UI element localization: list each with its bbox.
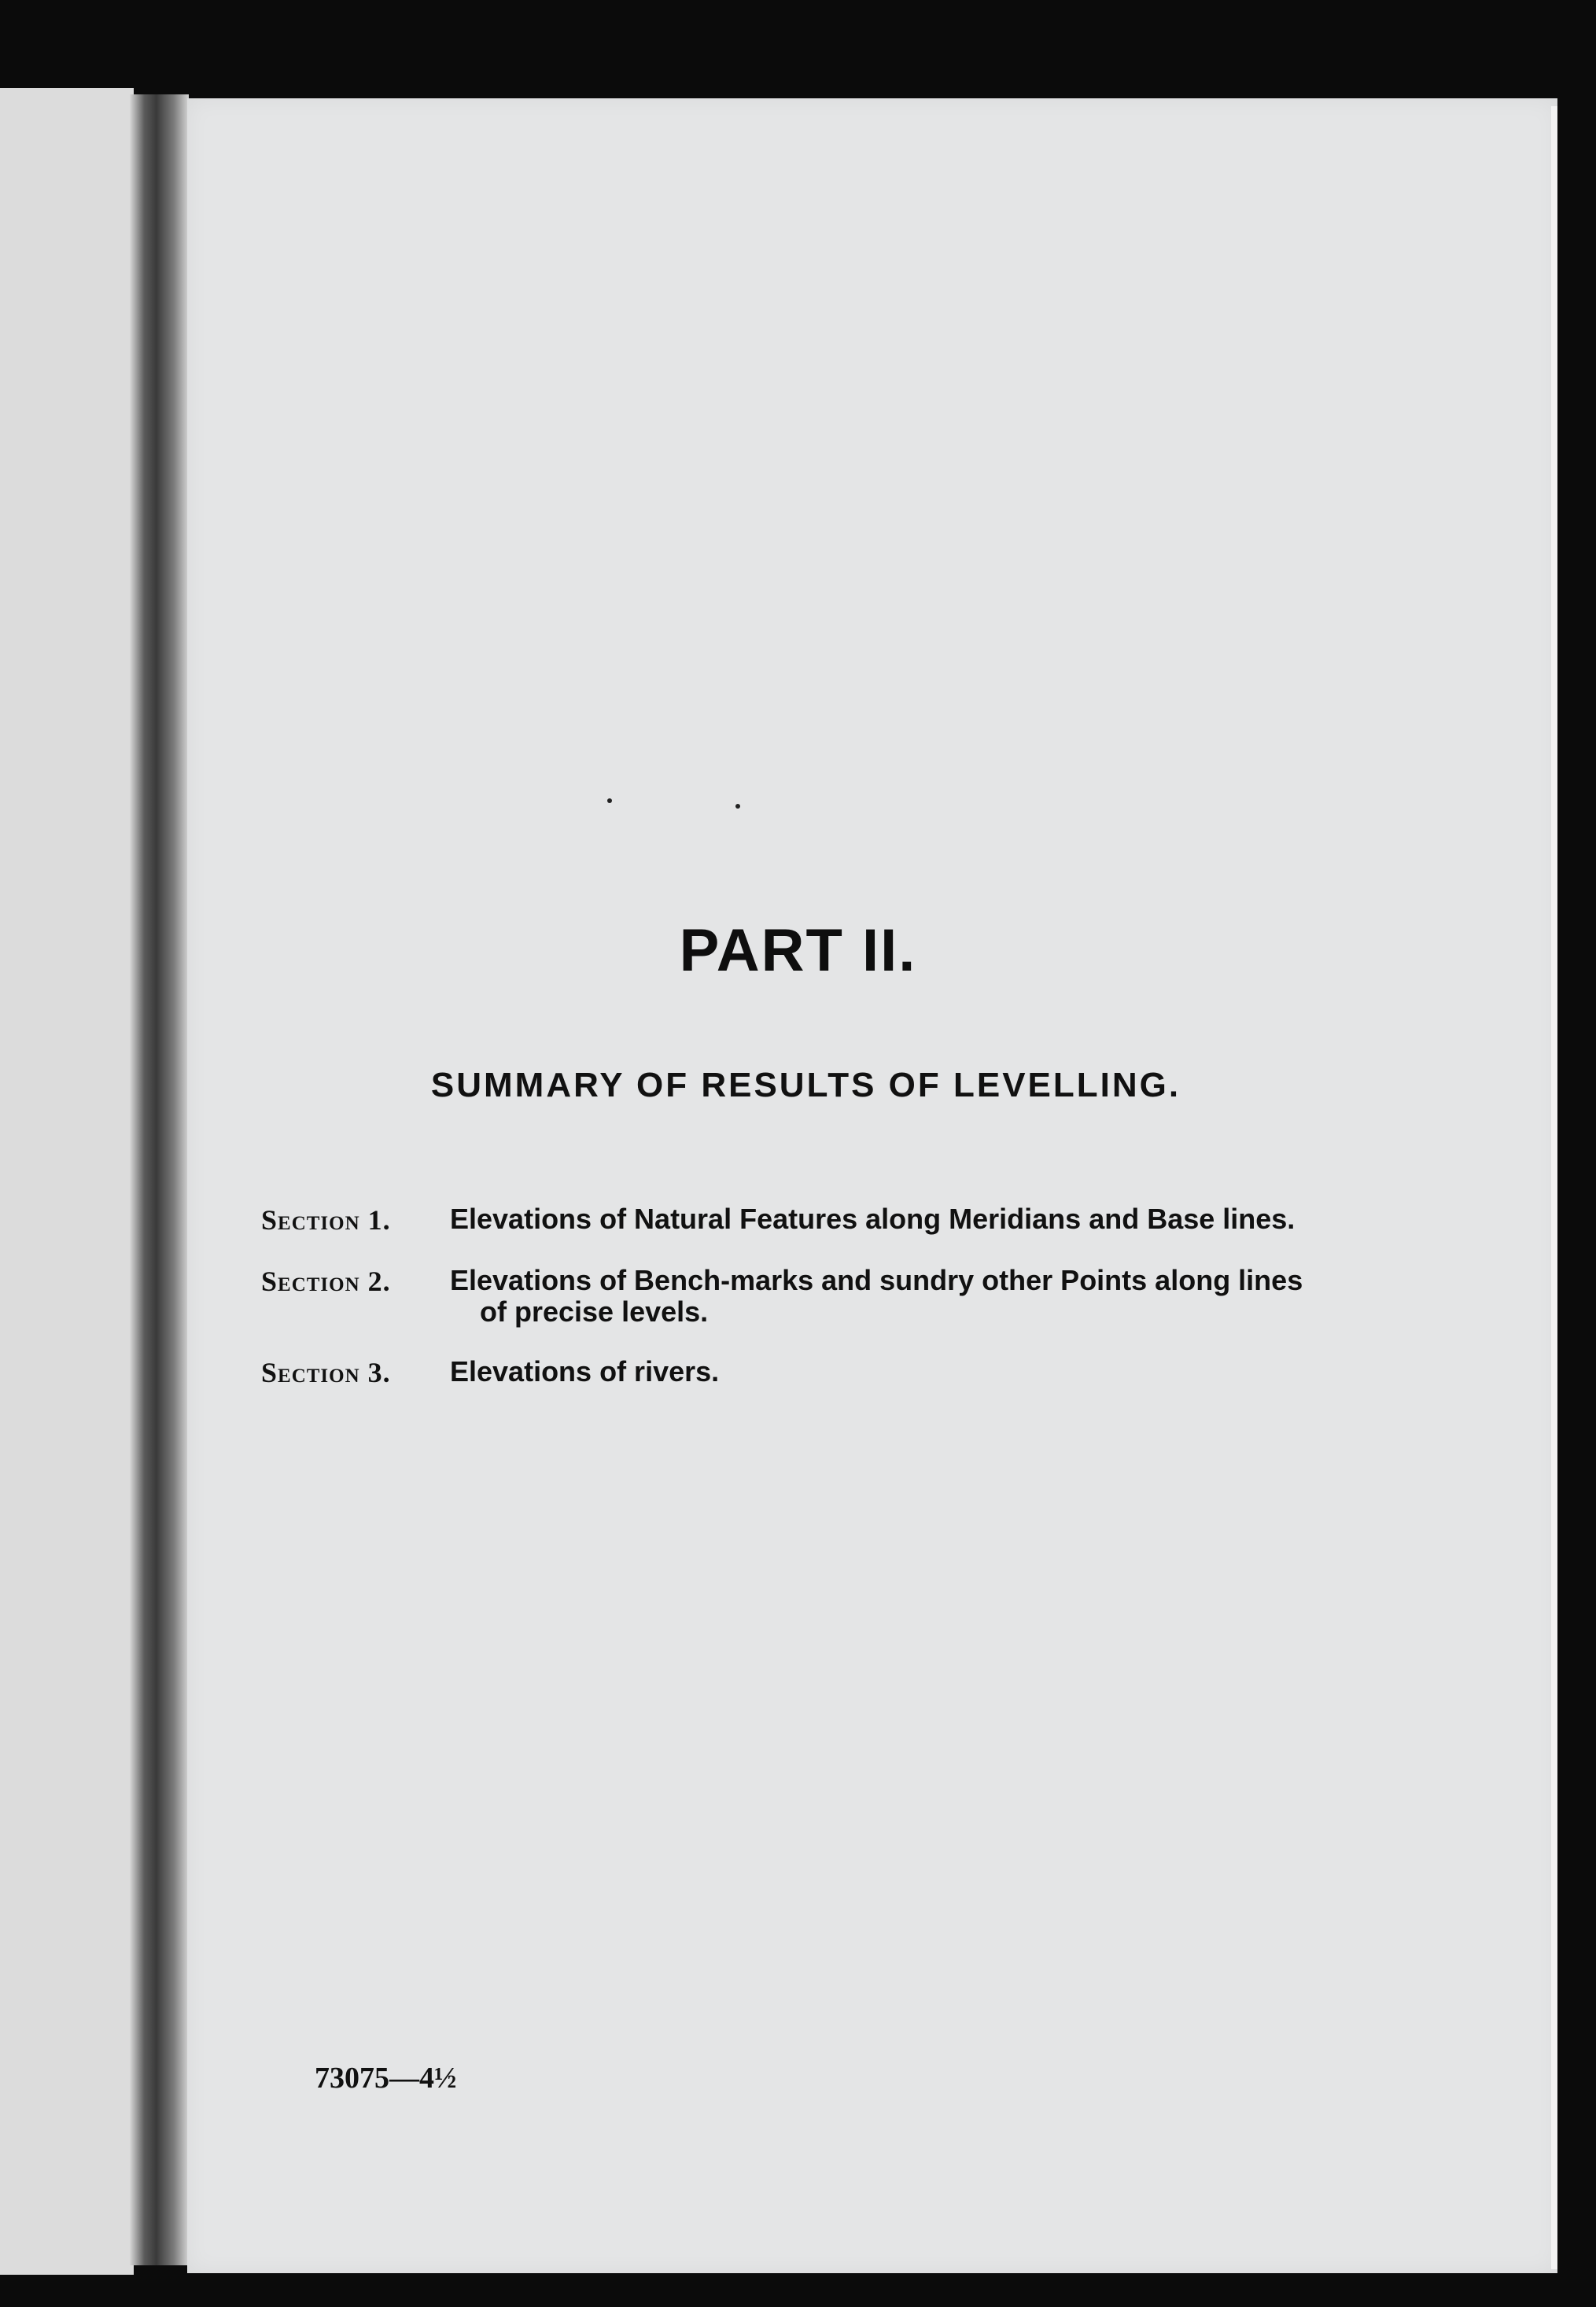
section-item xyxy=(261,1203,1402,1236)
section-description-line: Elevations of Bench-marks and sundry other Points along lines xyxy=(450,1264,1303,1296)
section-label: Section 3. xyxy=(261,1357,391,1388)
section-list xyxy=(261,1203,1402,1417)
document-page xyxy=(187,98,1557,2273)
dust-speck xyxy=(735,804,740,809)
section-description-line: Elevations of rivers. xyxy=(450,1355,720,1388)
section-description xyxy=(450,1356,1402,1389)
page-subtitle: SUMMARY OF RESULTS OF LEVELLING. xyxy=(430,1066,1181,1104)
section-description-continuation: of precise levels. xyxy=(480,1295,709,1328)
section-description xyxy=(450,1265,1402,1328)
section-description-line: Elevations of Natural Features along Meridians and Base lines. xyxy=(450,1203,1296,1235)
section-label: Section 2. xyxy=(261,1266,391,1297)
section-item xyxy=(261,1265,1402,1328)
printer-signature-code: 73075—4½ xyxy=(315,2062,457,2095)
section-description xyxy=(450,1203,1402,1236)
page-edge xyxy=(1551,106,1557,2269)
book-gutter-shadow xyxy=(130,94,189,2265)
part-title: PART II. xyxy=(679,917,917,984)
dust-speck xyxy=(607,798,612,803)
section-label: Section 1. xyxy=(261,1204,391,1236)
left-page-margin xyxy=(0,88,134,2275)
section-item xyxy=(261,1356,1402,1389)
